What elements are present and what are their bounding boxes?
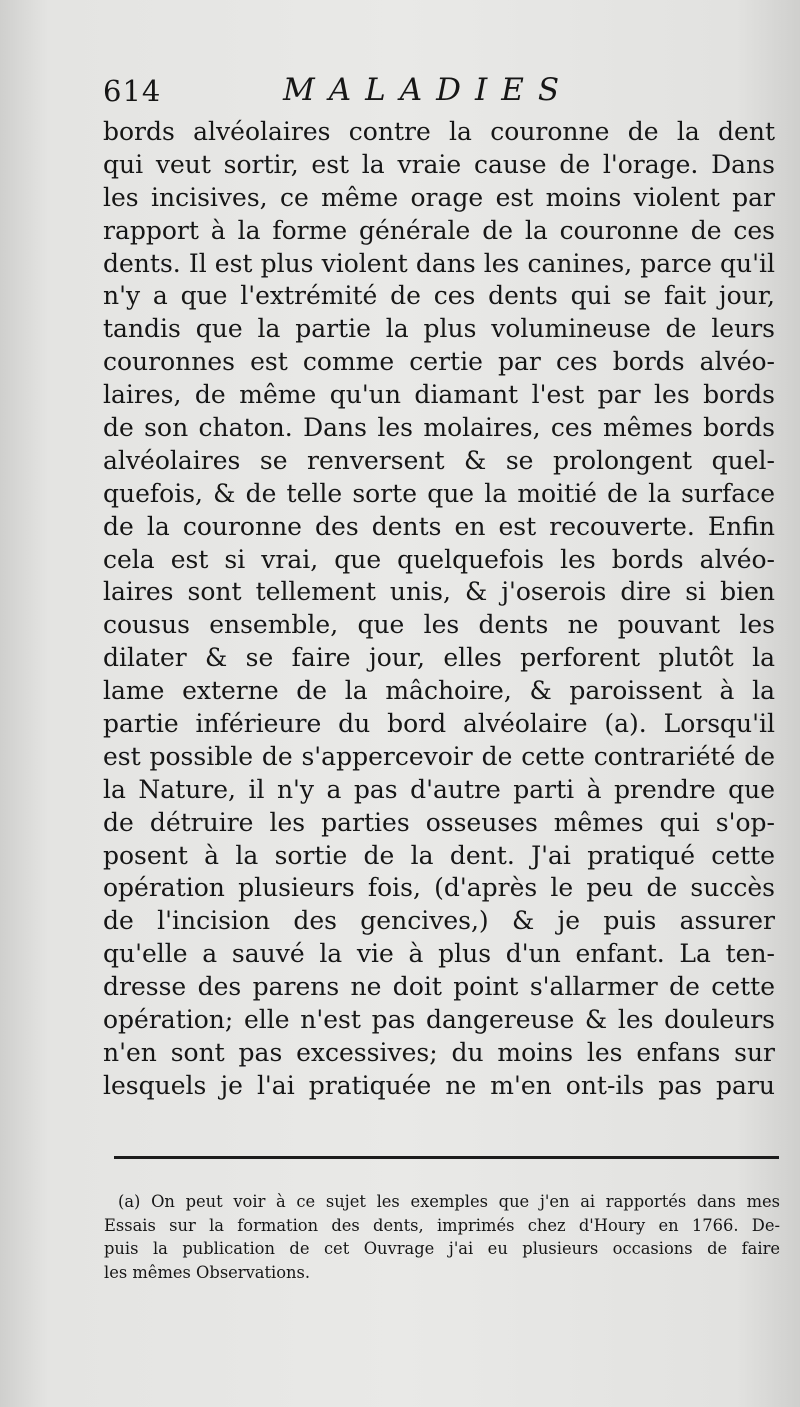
- text-line: les incisives, ce même orage est moins violent par: [103, 182, 775, 212]
- text-line: opération plusieurs fois, (d'après le peu de succès: [103, 873, 775, 903]
- page-number: 614: [103, 74, 162, 108]
- text-line: cousus ensemble, que les dents ne pouvant les: [103, 610, 775, 640]
- text-line: lesquels je l'ai pratiquée ne m'en ont-ils pas paru: [103, 1070, 775, 1100]
- text-line: la Nature, il n'y a pas d'autre parti à prendre que: [103, 774, 775, 804]
- text-line: dresse des parens ne doit point s'allarmer de cette: [103, 972, 775, 1002]
- text-line: bords alvéolaires contre la couronne de la dent: [103, 117, 775, 146]
- text-line: est possible de s'appercevoir de cette contrariété de: [103, 741, 775, 771]
- text-line: laires, de même qu'un diamant l'est par les bords: [103, 380, 775, 410]
- text-line: qu'elle a sauvé la vie à plus d'un enfant. La ten-: [103, 939, 775, 969]
- text-line: lame externe de la mâchoire, & paroissent à la: [103, 676, 775, 706]
- text-line: dilater & se faire jour, elles perforent plutôt la: [103, 643, 775, 673]
- text-line: laires sont tellement unis, & j'oserois dire si bien: [103, 577, 775, 607]
- text-line: n'en sont pas excessives; du moins les enfans sur: [103, 1037, 775, 1067]
- text-line: tandis que la partie la plus volumineuse de leurs: [103, 314, 775, 344]
- text-line: partie inférieure du bord alvéolaire (a). Lorsqu'il: [103, 709, 775, 739]
- footnote: [104, 1190, 780, 1284]
- running-title: MALADIES: [283, 72, 574, 108]
- footnote-line: Essais sur la formation des dents, imprimés chez d'Houry en 1766. De-: [104, 1215, 780, 1235]
- text-line: couronnes est comme certie par ces bords alvéo-: [103, 347, 775, 377]
- text-line: de son chaton. Dans les molaires, ces mêmes bords: [103, 413, 775, 443]
- text-line: rapport à la forme générale de la couronne de ces: [103, 215, 775, 245]
- text-line: cela est si vrai, que quelquefois les bords alvéo-: [103, 544, 775, 574]
- footnote-line: puis la publication de cet Ouvrage j'ai eu plusieurs occasions de faire: [104, 1239, 780, 1258]
- text-line: posent à la sortie de la dent. J'ai pratiqué cette: [103, 840, 775, 870]
- text-line: de la couronne des dents en est recouverte. Enfin: [103, 511, 775, 541]
- text-line: quefois, & de telle sorte que la moitié de la surface: [103, 478, 775, 508]
- text-line: de l'incision des gencives,) & je puis assurer: [103, 906, 775, 936]
- text-line: opération; elle n'est pas dangereuse & les douleurs: [103, 1005, 775, 1035]
- text-line: qui veut sortir, est la vraie cause de l'orage. Dans: [103, 149, 775, 179]
- text-line: n'y a que l'extrémité de ces dents qui se fait jour,: [103, 281, 775, 311]
- footnote-line: (a) On peut voir à ce sujet les exemples que j'en ai rapportés dans mes: [118, 1192, 780, 1211]
- text-line: alvéolaires se renversent & se prolongent quel-: [103, 445, 775, 475]
- text-line: de détruire les parties osseuses mêmes qui s'op-: [103, 807, 775, 837]
- page-header: [103, 72, 773, 116]
- footnote-line: les mêmes Observations.: [104, 1262, 311, 1282]
- body-text: [103, 116, 775, 1103]
- footnote-rule: [114, 1156, 779, 1159]
- text-line: dents. Il est plus violent dans les canines, parce qu'il: [103, 248, 775, 278]
